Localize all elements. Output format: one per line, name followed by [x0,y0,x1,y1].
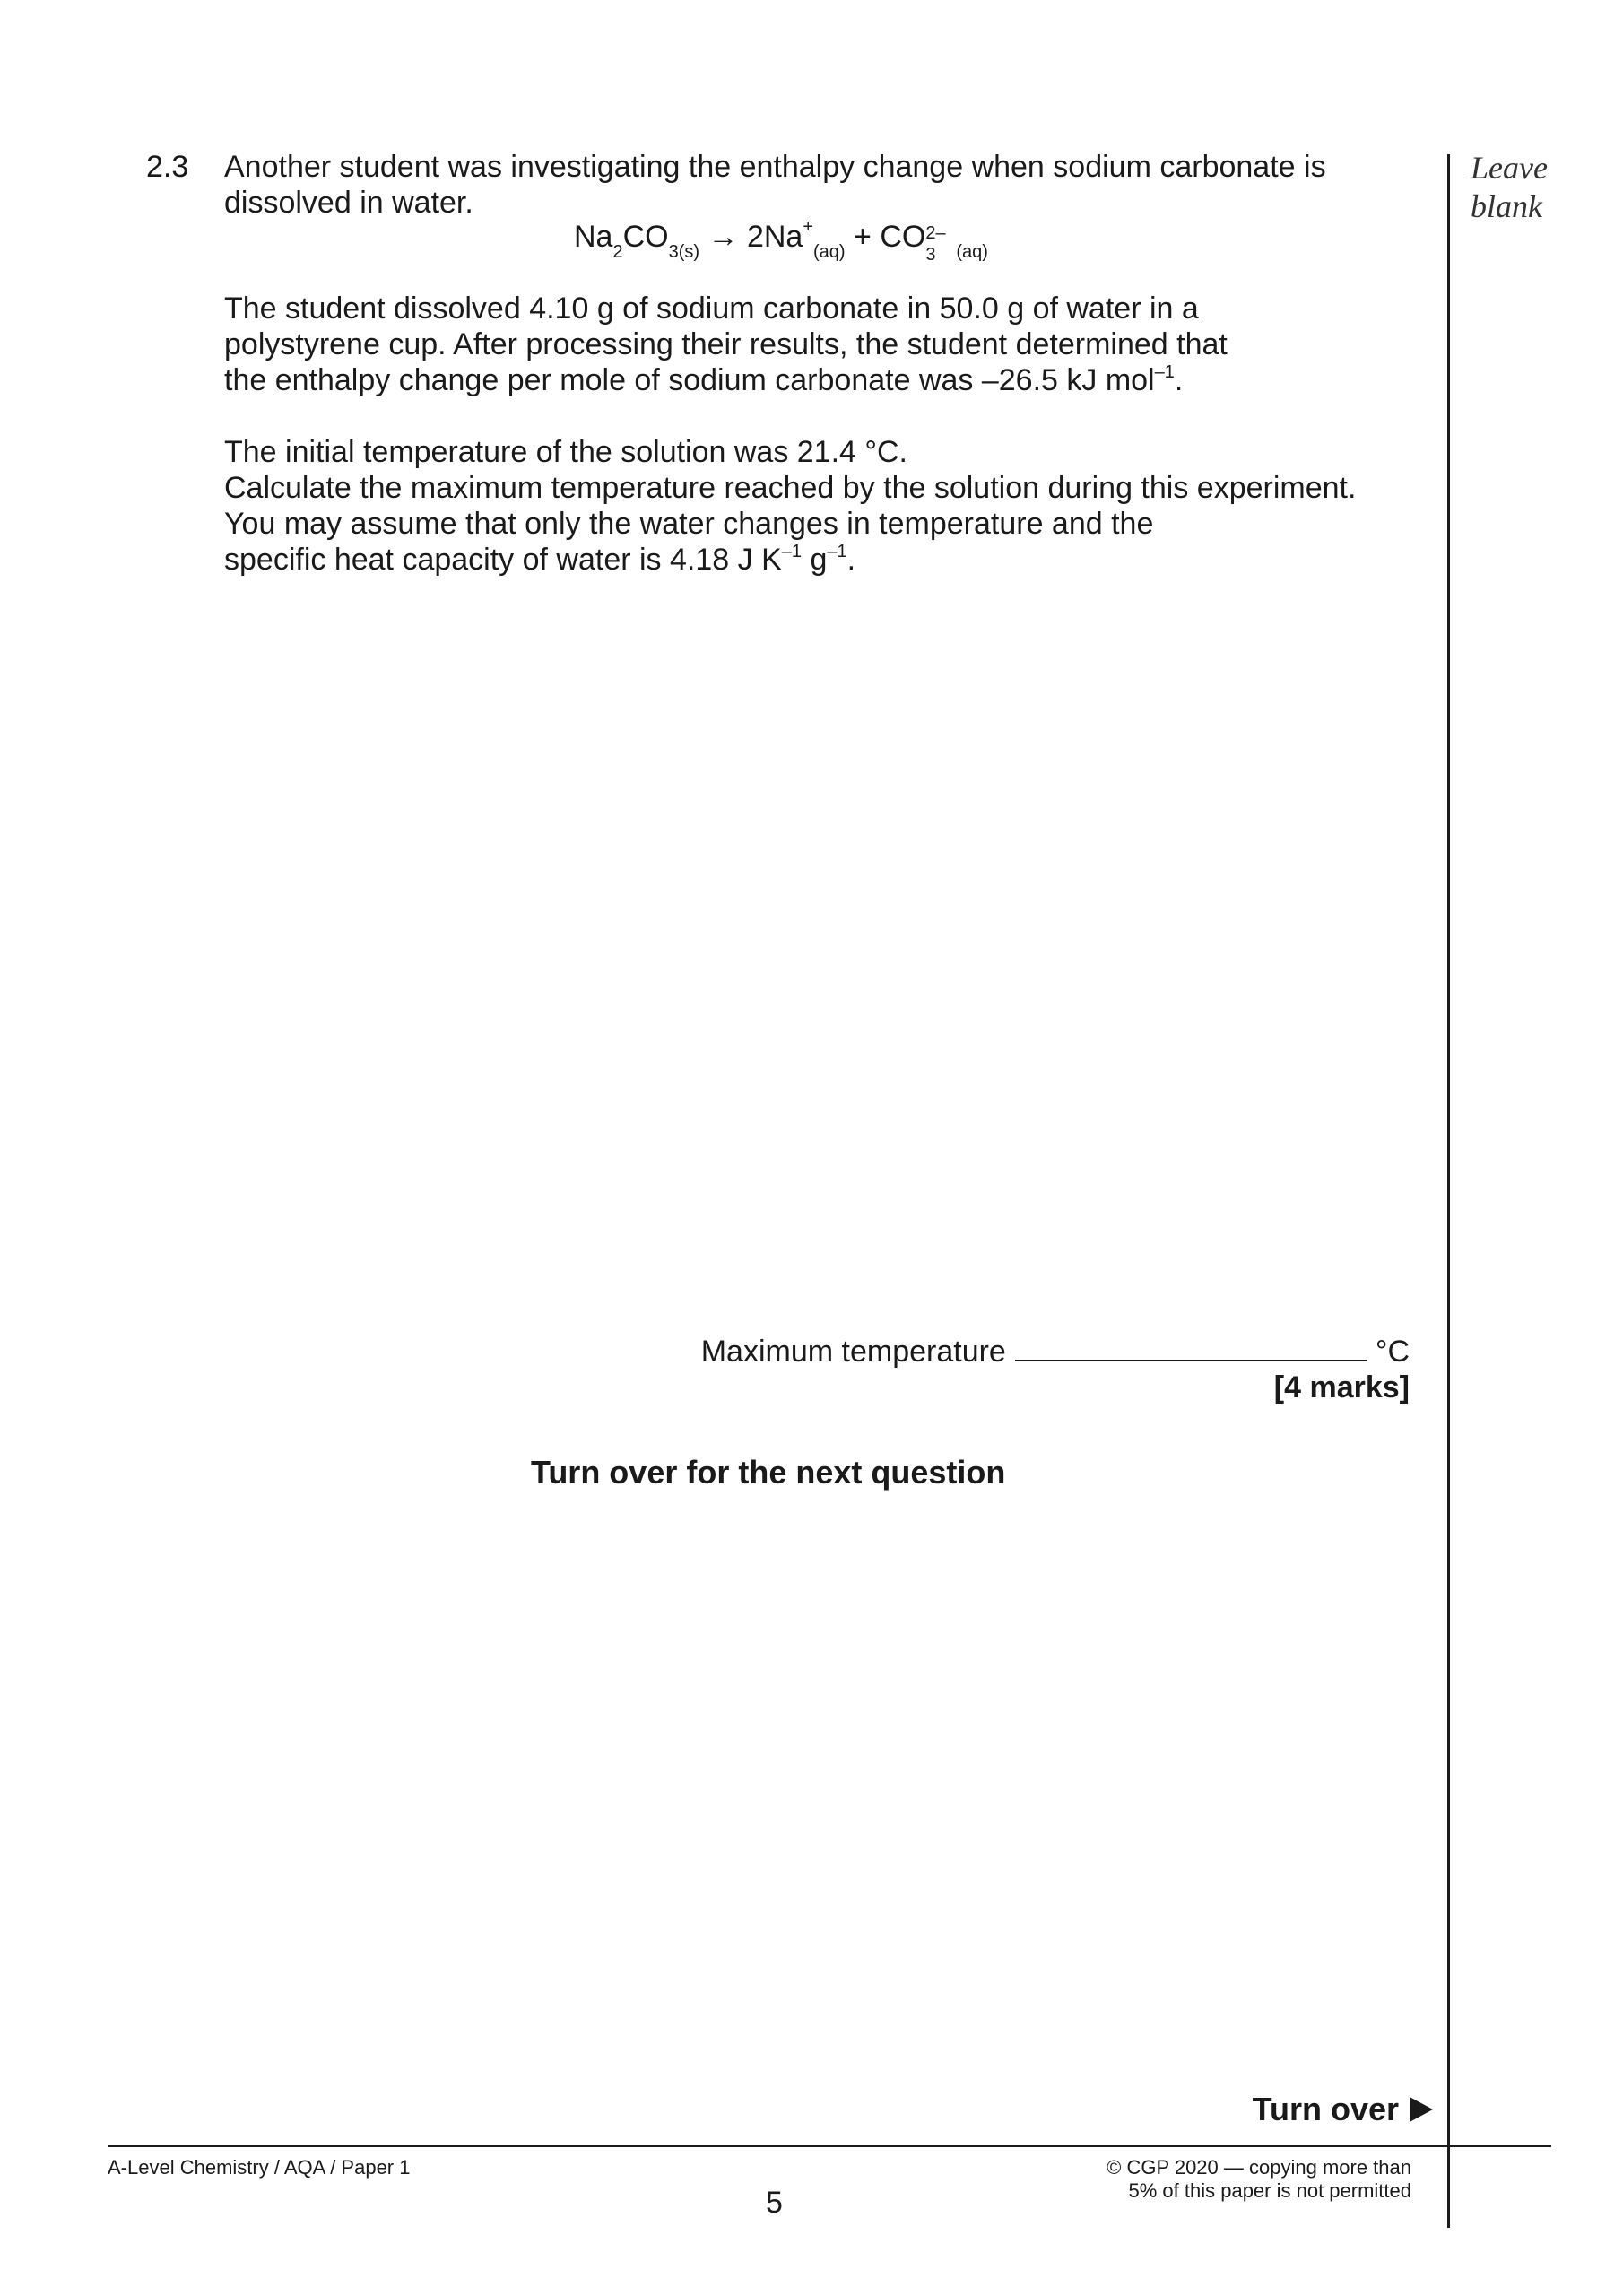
page-number: 5 [766,2186,783,2220]
answer-unit: °C [1375,1335,1410,1369]
para1-line-3-text: the enthalpy change per mole of sodium carbonate was –26.5 kJ mol [224,363,1155,397]
eq-plus: + [854,220,872,254]
leave-blank-line2: blank [1471,188,1542,224]
para2-line-4-text: specific heat capacity of water is 4.18 J K [224,543,782,577]
eq-sup-plus: + [803,217,814,237]
footer-copyright [1107,2156,1411,2203]
para1-line-2: polystyrene cup. After processing their results, the student determined that [224,327,1228,361]
eq-sub-2: 2 [612,242,623,262]
para2-line-4 [224,542,1408,582]
para2-line-4-sup2: –1 [827,542,847,561]
answer-row [701,1333,1410,1370]
eq-arrow: → [707,220,739,254]
question-intro [224,149,1408,221]
eq-sub-3s: 3(s) [668,242,700,262]
para1-line-3 [224,362,1408,403]
eq-co: CO [622,220,669,254]
next-question-prompt: Turn over for the next question [531,1454,1006,1491]
para1-line-3-end: . [1174,363,1184,397]
intro-line-1: Another student was investigating the enthalpy change when sodium carbonate is [224,150,1326,184]
para2-line-2: Calculate the maximum temperature reached by the solution during this experiment. [224,471,1357,505]
copyright-line-1: © CGP 2020 — copying more than [1107,2156,1411,2179]
para1-line-3-sup: –1 [1154,362,1175,382]
margin-rule [1447,154,1450,2228]
leave-blank-line1: Leave [1471,150,1548,186]
eq-sup-2minus: 2– [925,223,946,243]
eq-na: Na [574,220,613,254]
para1-line-1: The student dissolved 4.10 g of sodium carbonate in 50.0 g of water in a [224,291,1199,326]
intro-line-2: dissolved in water. [224,186,473,220]
eq-sub-3: 3 [925,245,936,265]
footer-left: A-Level Chemistry / AQA / Paper 1 [108,2156,411,2179]
eq-sub-aq2: (aq) [956,242,988,262]
marks-label: [4 marks] [1273,1370,1410,1405]
chemical-equation [574,217,988,265]
eq-2na: 2Na [746,220,803,254]
para2-line-4-sup1: –1 [781,542,802,561]
para2-line-4-mid: g [802,543,828,577]
leave-blank-label [1471,149,1605,226]
paragraph-1 [224,291,1408,403]
question-number: 2.3 [146,150,189,184]
para2-line-4-end: . [846,543,856,577]
play-arrow-icon [1410,2097,1433,2122]
para2-line-3: You may assume that only the water changes in temperature and the [224,507,1154,541]
paragraph-2 [224,434,1408,582]
para2-line-1: The initial temperature of the solution was 21.4 °C. [224,435,907,469]
eq-co3-scripts [925,219,956,265]
eq-co3: CO [880,220,926,254]
answer-label: Maximum temperature [700,1335,1006,1369]
eq-sub-aq1: (aq) [813,242,846,262]
answer-blank-field[interactable] [1015,1333,1367,1361]
copyright-line-2: 5% of this paper is not permitted [1128,2179,1411,2202]
footer-rule [108,2145,1551,2147]
turn-over-label: Turn over [1252,2091,1399,2127]
turn-over [1253,2090,1433,2129]
